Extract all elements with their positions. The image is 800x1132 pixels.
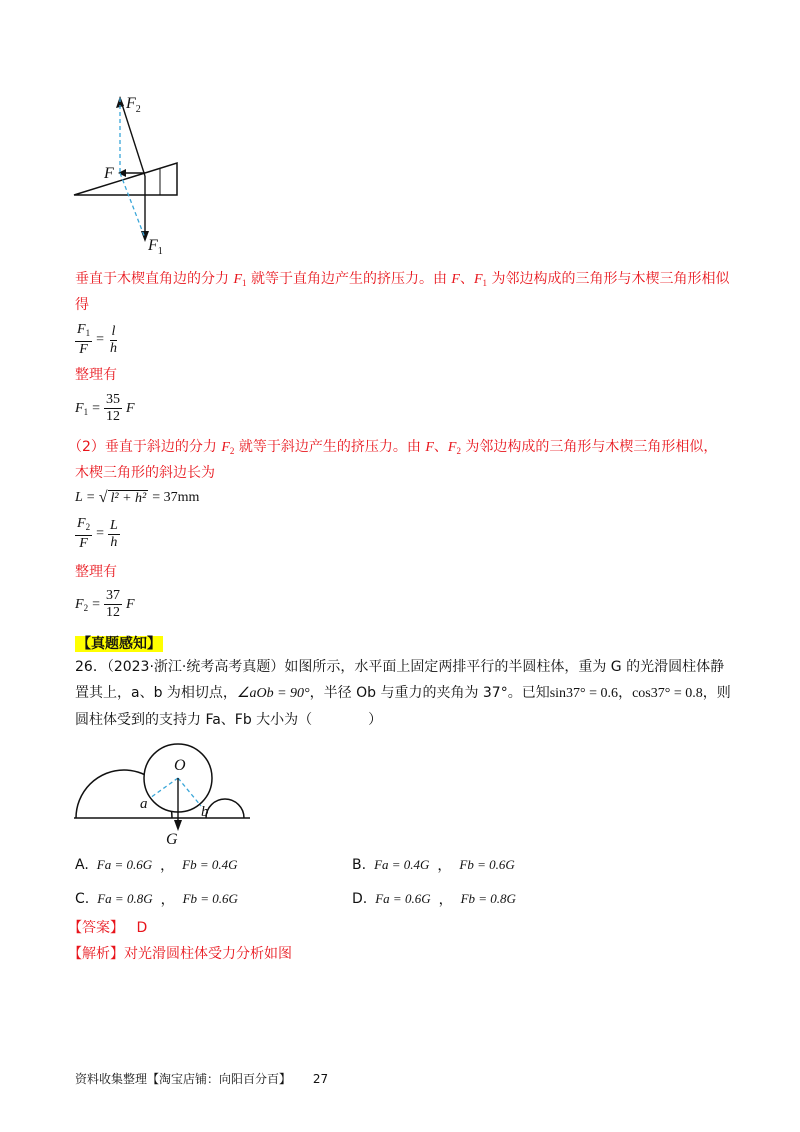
right-half-cylinder — [206, 799, 244, 818]
equation-ratio-2: $\frac{F_2}{F}$ = $\frac{L}{h}$ — [77, 516, 118, 551]
option-d[interactable]: D. Fa = 0.6G ， Fb = 0.8G — [352, 891, 516, 908]
section-label: 【真题感知】 — [77, 636, 161, 652]
answer-label: 【答案】 — [68, 920, 124, 936]
analysis-text: 对光滑圆柱体受力分析如图 — [124, 946, 292, 962]
question-line-3: 圆柱体受到的支持力 Fa、Fb 大小为（ ） — [75, 712, 383, 728]
footer — [75, 1070, 328, 1087]
footer-text: 资料收集整理【淘宝店铺：向阳百分百】 — [75, 1072, 292, 1086]
cylinder-diagram — [70, 740, 260, 850]
equation-result-2: $F_2$ = $\frac{37}{12}$ F — [75, 588, 135, 620]
answer-line — [68, 917, 147, 939]
answer-value: D — [136, 920, 148, 936]
option-a[interactable]: A. Fa = 0.6G ， Fb = 0.4G — [75, 857, 238, 874]
explanation-2: （2）垂直于斜边的分力 $F_2$ 就等于斜边产生的挤压力。由 F、$F_2$ 为邻边构成的三角形与木楔三角形相似， 木楔三角形的斜边长为 — [68, 439, 718, 481]
option-b[interactable]: B. Fa = 0.4G ， Fb = 0.6G — [352, 857, 515, 874]
question-26 — [75, 654, 745, 733]
gravity-arrowhead — [174, 820, 182, 831]
equation-result-1: $F_1$ = $\frac{35}{12}$ F — [75, 392, 135, 424]
label-g: G — [166, 831, 178, 848]
organize-label-2: 整理有 — [75, 564, 117, 580]
question-line-1: 26．（2023·浙江·统考高考真题）如图所示，水平面上固定两排平行的半圆柱体，重为 G 的光滑圆柱体静 — [75, 659, 725, 675]
equation-ratio-1: $\frac{F_1}{F}$ = $\frac{l}{h}$ — [77, 322, 117, 357]
equation-hypotenuse: L = √ l² + h² = 37mm — [75, 489, 200, 506]
label-a: a — [140, 796, 148, 812]
explanation-1: 垂直于木楔直角边的分力 $F_1$ 就等于直角边产生的挤压力。由 F、$F_1$ 为邻边构成的三角形与木楔三角形相似 得 — [75, 271, 730, 313]
label-b: b — [201, 804, 209, 820]
force-diagram-wedge — [60, 88, 200, 258]
option-c[interactable]: C. Fa = 0.8G ， Fb = 0.6G — [75, 891, 238, 908]
f2-label: $F_2$ — [126, 95, 141, 115]
f-arrowhead — [118, 169, 126, 177]
wedge-triangle — [74, 163, 177, 195]
page-number: 27 — [312, 1072, 329, 1086]
question-line-2: 置其上，a、b 为相切点，∠aOb = 90°，半径 Ob 与重力的夹角为 37°。已知sin37° = 0.6，cos37° = 0.8，则 — [75, 685, 731, 701]
organize-label-1: 整理有 — [75, 367, 117, 383]
dashed-line-diag — [120, 173, 145, 238]
analysis-line — [68, 943, 292, 965]
f-label: F — [104, 165, 114, 182]
analysis-label: 【解析】 — [68, 946, 124, 962]
label-o: O — [174, 757, 186, 774]
f1-label: $F_1$ — [148, 237, 163, 257]
